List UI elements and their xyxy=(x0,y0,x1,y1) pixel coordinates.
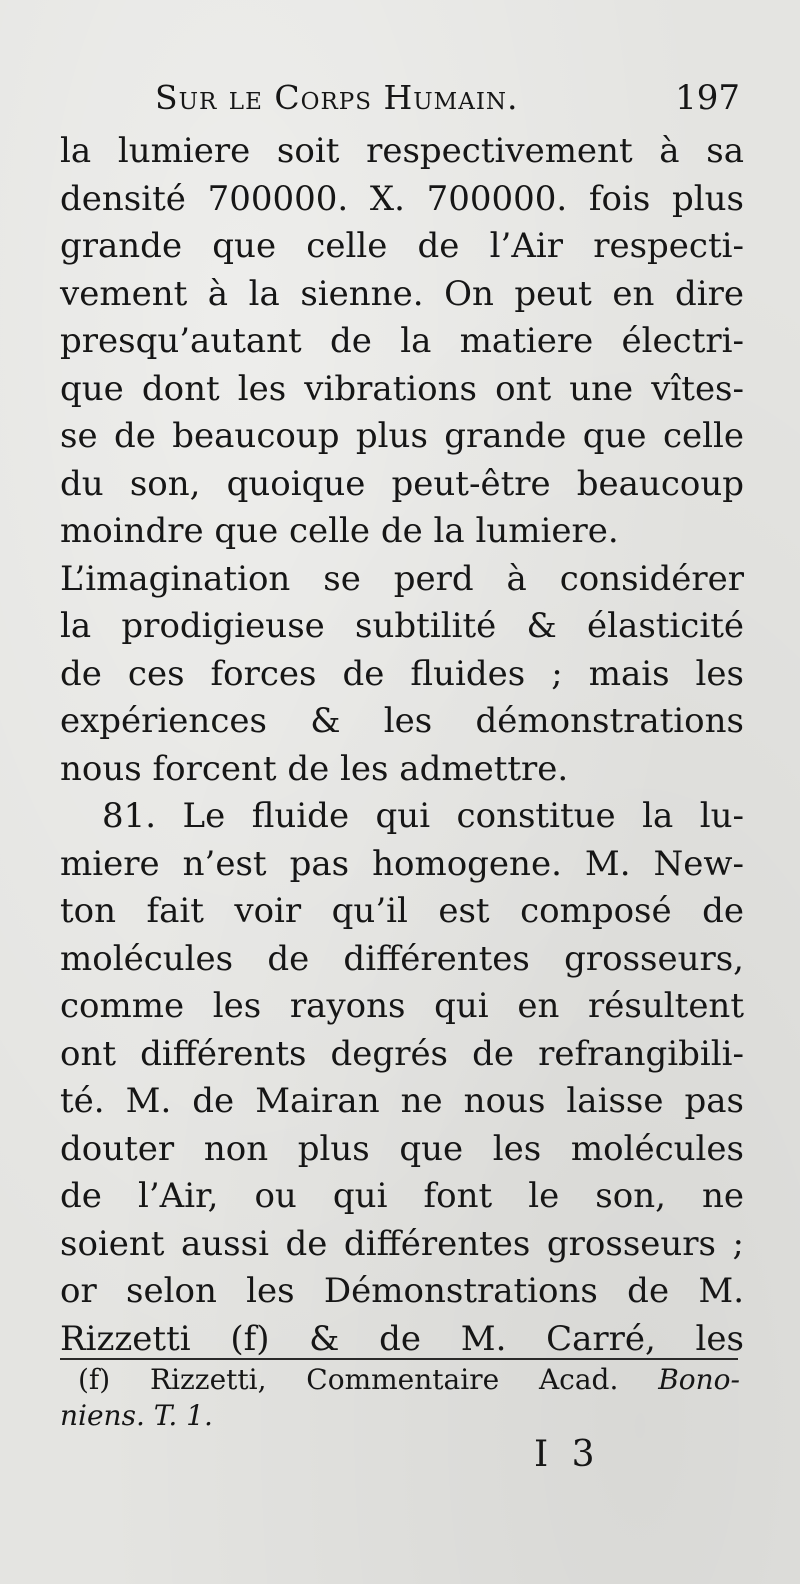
text-line: nous forcent de les admettre. xyxy=(60,748,569,789)
text-line: la prodigieuse subtilité & élasticité xyxy=(60,606,744,646)
footnote-line xyxy=(60,1362,740,1398)
text-line: de ces forces de fluides ; mais les xyxy=(60,653,744,694)
text-line: ton fait voir qu’il est composé de xyxy=(60,891,744,931)
footnote-italic-text: Bono- xyxy=(658,1363,740,1396)
running-head xyxy=(60,78,740,128)
text-line: 81. Le fluide qui constitue la lu- xyxy=(102,796,744,836)
running-title: Sur le Corps Humain. xyxy=(155,78,519,117)
body-text xyxy=(60,128,744,1363)
text-line: grande que celle de l’Air respecti- xyxy=(60,226,744,266)
footnote xyxy=(60,1362,740,1434)
text-line: té. M. de Mairan ne nous laisse pas xyxy=(60,1081,744,1121)
text-line: douter non plus que les molécules xyxy=(60,1128,744,1169)
text-line: densité 700000. X. 700000. fois plus xyxy=(60,178,744,219)
text-line: molécules de différentes grosseurs, xyxy=(60,938,744,979)
text-line: de l’Air, ou qui font le son, ne xyxy=(60,1176,744,1216)
footnote-line: niens. T. 1. xyxy=(60,1399,213,1432)
text-line: du son, quoique peut-être beaucoup xyxy=(60,463,744,504)
text-line: L’imagination se perd à considérer xyxy=(60,558,744,599)
text-line: presqu’autant de la matiere électri- xyxy=(60,321,744,361)
text-line: la lumiere soit respectivement à sa xyxy=(60,131,744,171)
text-line: expériences & les démonstrations xyxy=(60,701,744,741)
text-line: que dont les vibrations ont une vîtes- xyxy=(60,368,744,409)
text-line: or selon les Démonstrations de M. xyxy=(60,1271,744,1311)
footnote-text: (f) Rizzetti, Commentaire Acad. xyxy=(78,1363,619,1396)
text-line: se de beaucoup plus grande que celle xyxy=(60,416,744,456)
text-line: vement à la sienne. On peut en dire xyxy=(60,273,744,314)
signature-mark: I 3 xyxy=(534,1434,601,1475)
text-line: miere n’est pas homogene. M. New- xyxy=(60,843,744,884)
text-line: comme les rayons qui en résultent xyxy=(60,986,744,1026)
text-line: moindre que celle de la lumiere. xyxy=(60,511,619,551)
text-line: soient aussi de différentes grosseurs ; xyxy=(60,1223,744,1264)
text-line: ont différents degrés de refrangibili- xyxy=(60,1033,744,1074)
footnote-rule xyxy=(60,1358,738,1360)
page-number: 197 xyxy=(675,78,740,118)
text-line: Rizzetti (f) & de M. Carré, les xyxy=(60,1318,744,1359)
